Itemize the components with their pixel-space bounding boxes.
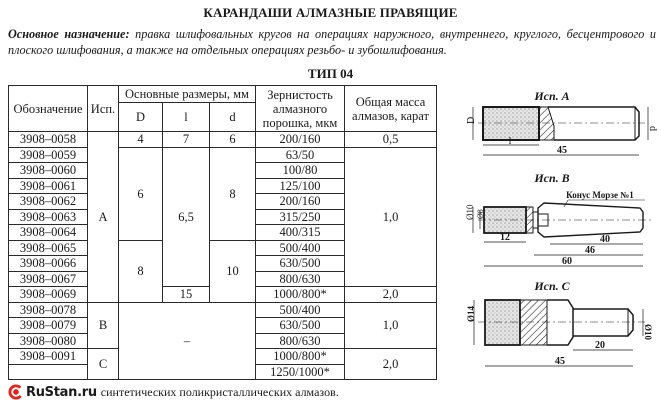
cell-code: 3908–0067 — [9, 271, 88, 287]
cell-D-6: 6 — [119, 147, 163, 240]
cell-l-6-5: 6,5 — [163, 147, 210, 287]
cell-d-8: 8 — [210, 147, 256, 240]
isp-c-title: Исп. C — [534, 279, 570, 293]
cell-d-10: 10 — [210, 240, 256, 302]
rustan-logo-icon — [8, 384, 24, 400]
cell-mass-1-0-B: 1,0 — [345, 302, 437, 349]
purpose-label: Основное назначение: — [8, 27, 130, 41]
cell-l-15: 15 — [163, 287, 210, 303]
cell-isp-A: A — [88, 132, 119, 303]
cell-d: 6 — [210, 132, 256, 148]
cell-code: 3908–0069 — [9, 287, 88, 303]
cell-grit: 200/160 — [256, 194, 345, 210]
cell-code: 3908–0080 — [9, 333, 88, 349]
isp-c-body — [547, 300, 573, 345]
cell-grit: 800/630 — [256, 271, 345, 287]
cell-mass-2-0-C: 2,0 — [345, 349, 437, 380]
cell-grit: 1000/800* — [256, 287, 345, 303]
cell-grit: 500/400 — [256, 240, 345, 256]
header-sizes-group: Основные размеры, мм — [119, 86, 256, 103]
isp-b-taper-label: Конус Морзе №1 — [566, 190, 634, 200]
isp-c-dim-45: 45 — [555, 356, 565, 367]
isp-c-dim-20: 20 — [595, 340, 605, 351]
isp-b-dim-60: 60 — [562, 256, 572, 267]
watermark-logo[interactable] — [8, 384, 97, 400]
bottom-line — [8, 384, 339, 400]
isp-a-dim-D: D — [466, 116, 477, 124]
header-d: d — [210, 103, 256, 132]
purpose-text: правка шлифовальных кругов на операциях наружного, внутреннего, круглого, бесцентрового и плоского шлифования, а также на отдельных операциях резьбо- и зубошлифования. — [8, 27, 656, 57]
table-row — [9, 132, 437, 148]
cell-grit: 500/400 — [256, 302, 345, 318]
header-l: l — [163, 103, 210, 132]
isp-a-dim-l: l — [508, 136, 512, 147]
cell-grit: 800/630 — [256, 333, 345, 349]
cell-grit: 315/250 — [256, 209, 345, 225]
type-title: ТИП 04 — [307, 66, 354, 81]
spec-table — [8, 85, 437, 380]
isp-b-title: Исп. B — [534, 171, 570, 185]
cell-code: 3908–0064 — [9, 225, 88, 241]
cell-l: 7 — [163, 132, 210, 148]
isp-b-dim-46: 46 — [585, 245, 595, 256]
isp-a-shank — [548, 107, 639, 140]
cell-grit: 125/100 — [256, 178, 345, 194]
cell-grit: 200/160 — [256, 132, 345, 148]
cell-code: 3908–0065 — [9, 240, 88, 256]
cell-code: 3908–0062 — [9, 194, 88, 210]
cell-grit: 63/50 — [256, 147, 345, 163]
purpose-paragraph — [8, 26, 656, 58]
cell-grit: 630/500 — [256, 318, 345, 334]
isp-b-dim-inner: Ø8 — [476, 209, 485, 219]
cell-mass-2-0: 2,0 — [345, 287, 437, 303]
isp-c-diamond-insert — [485, 300, 520, 345]
cell-code: 3908–0063 — [9, 209, 88, 225]
cell-code: 3908–0058 — [9, 132, 88, 148]
drawing-isp-c — [440, 278, 661, 378]
cell-code: 3908–0066 — [9, 256, 88, 272]
cell-grit: 1250/1000* — [256, 364, 345, 380]
isp-a-hatch-section — [539, 107, 554, 140]
table-header-row — [9, 86, 437, 103]
header-grit: Зернистость алмазного порошка, мкм — [256, 86, 345, 132]
cell-D-8: 8 — [119, 240, 163, 302]
table-row — [9, 302, 437, 318]
cell-dash: – — [119, 302, 256, 380]
isp-c-dim-14: Ø14 — [466, 305, 476, 322]
document-title: КАРАНДАШИ АЛМАЗНЫЕ ПРАВЯЩИЕ — [203, 5, 458, 20]
watermark-text: RuStan.ru — [26, 384, 97, 400]
header-code: Обозначение — [9, 86, 88, 132]
isp-b-dim-40: 40 — [600, 234, 610, 245]
isp-a-title: Исп. A — [534, 89, 570, 103]
cell-code: 3908–0061 — [9, 178, 88, 194]
isp-c-shank — [573, 309, 633, 336]
cell-code: 3908–0060 — [9, 163, 88, 179]
header-isp: Исп. — [88, 86, 119, 132]
header-D: D — [119, 103, 163, 132]
cell-code: 3908–0091 — [9, 349, 88, 365]
cell-isp-C: C — [88, 349, 119, 380]
cell-grit: 100/80 — [256, 163, 345, 179]
cell-grit: 630/500 — [256, 256, 345, 272]
cell-isp-B: B — [88, 302, 119, 349]
drawing-isp-b — [440, 170, 661, 270]
isp-b-dim-outer: Ø10 — [465, 204, 475, 220]
cell-grit: 400/315 — [256, 225, 345, 241]
cell-mass: 0,5 — [345, 132, 437, 148]
cell-code: 3908–0078 — [9, 302, 88, 318]
footnote: синтетических поликристаллических алмазов. — [100, 384, 339, 399]
cell-D: 4 — [119, 132, 163, 148]
isp-b-dim-12: 12 — [500, 232, 510, 243]
isp-a-dim-45: 45 — [557, 145, 567, 156]
cell-code: 3908–0079 — [9, 318, 88, 334]
drawing-isp-a — [440, 88, 661, 160]
cell-code: 3908–0059 — [9, 147, 88, 163]
table-row — [9, 147, 437, 163]
cell-code — [9, 364, 88, 380]
cell-mass-1-0: 1,0 — [345, 147, 437, 287]
cell-grit: 1000/800* — [256, 349, 345, 365]
isp-a-dim-d: d — [647, 126, 658, 131]
header-mass: Общая масса алмазов, карат — [345, 86, 437, 132]
isp-c-dim-10: Ø10 — [643, 324, 653, 341]
